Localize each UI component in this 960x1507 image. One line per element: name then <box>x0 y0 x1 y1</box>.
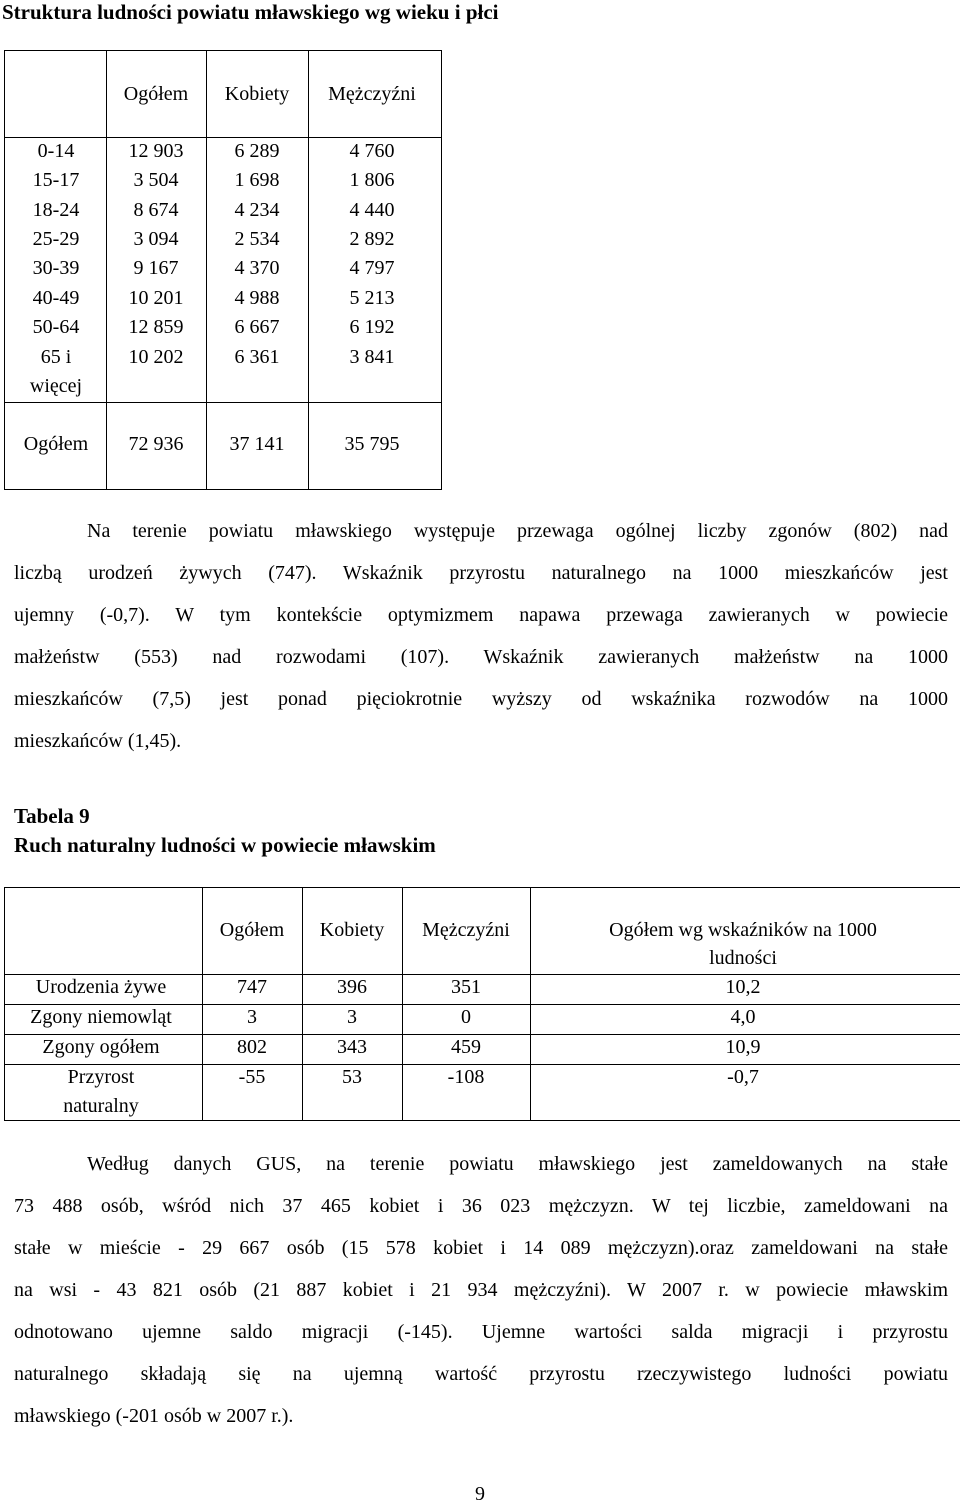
row-label: 0-14 <box>37 140 75 162</box>
table2-cell: 396 <box>337 976 367 998</box>
text-line: małżeństw (553) nad rozwodami (107). Wskaźnik zawieranych małżeństw na 1000 <box>14 646 948 668</box>
row-label: 25-29 <box>32 228 80 250</box>
row-label: Zgony ogółem <box>42 1036 160 1058</box>
table2-header: Ogółem wg wskaźników na 1000 <box>609 919 877 941</box>
table1-cell: 8 674 <box>133 199 179 221</box>
table2-header: Kobiety <box>319 919 385 941</box>
table1-cell: 37 141 <box>229 433 285 455</box>
table1-header: Kobiety <box>224 83 290 105</box>
table1-cell: 3 841 <box>349 346 395 368</box>
table1-cell: 12 859 <box>128 316 184 338</box>
row-label: Przyrost <box>67 1066 135 1088</box>
row-label: Ogółem <box>23 433 89 455</box>
table1-cell: 2 892 <box>349 228 395 250</box>
table2-cell: 10,9 <box>725 1036 761 1058</box>
table2-cell: 3 <box>347 1006 357 1028</box>
row-label: więcej <box>29 375 83 397</box>
table2-cell: -55 <box>238 1066 266 1088</box>
paragraph-migration <box>14 1143 948 1437</box>
table1-cell: 6 289 <box>234 140 280 162</box>
table1-cell: 12 903 <box>128 140 184 162</box>
text-line: ujemny (-0,7). W tym kontekście optymizmem napawa przewaga zawieranych w powiecie <box>14 604 948 626</box>
row-label: 40-49 <box>32 287 80 309</box>
text-line: liczbą urodzeń żywych (747). Wskaźnik przyrostu naturalnego na 1000 mieszkańców jest <box>14 562 948 584</box>
table1-cell: 5 213 <box>349 287 395 309</box>
table2-cell: 3 <box>247 1006 257 1028</box>
row-label: naturalny <box>63 1095 139 1117</box>
table2-cell: 459 <box>451 1036 481 1058</box>
table1-cell: 3 094 <box>133 228 179 250</box>
row-label: 50-64 <box>32 316 80 338</box>
table1-cell: 72 936 <box>128 433 184 455</box>
row-label: 15-17 <box>32 169 80 191</box>
table2-cell: 53 <box>342 1066 362 1088</box>
table2-cell: 4,0 <box>730 1006 756 1028</box>
table2-cell: 351 <box>451 976 481 998</box>
table2-cell: 0 <box>461 1006 471 1028</box>
table2-header: ludności <box>709 947 777 969</box>
table1-cell: 4 797 <box>349 257 395 279</box>
table2-header: Ogółem <box>219 919 285 941</box>
text-line: Według danych GUS, na terenie powiatu mławskiego jest zameldowanych na stałe <box>87 1153 948 1175</box>
table2-cell: 10,2 <box>725 976 761 998</box>
table1-header: Ogółem <box>123 83 189 105</box>
text-line: odnotowano ujemne saldo migracji (-145). Ujemne wartości salda migracji i przyrostu <box>14 1321 948 1343</box>
table1-cell: 6 667 <box>234 316 280 338</box>
page-title: Struktura ludności powiatu mławskiego wg wieku i płci <box>2 0 499 24</box>
text-line: mieszkańców (1,45). <box>14 730 182 752</box>
table1-cell: 4 760 <box>349 140 395 162</box>
row-label: Urodzenia żywe <box>35 976 167 998</box>
text-line: mławskiego (-201 osób w 2007 r.). <box>14 1405 294 1427</box>
table2-cell: 747 <box>237 976 267 998</box>
table1-cell: 6 361 <box>234 346 280 368</box>
table1-cell: 4 234 <box>234 199 280 221</box>
table1-cell: 1 806 <box>349 169 395 191</box>
table1-cell: 10 201 <box>128 287 184 309</box>
table2-header: Mężczyźni <box>422 919 510 941</box>
row-label: 30-39 <box>32 257 80 279</box>
row-label: 18-24 <box>32 199 80 221</box>
table2-title: Ruch naturalny ludności w powiecie mławskim <box>14 833 436 857</box>
table2-label: Tabela 9 <box>14 804 90 828</box>
text-line: Na terenie powiatu mławskiego występuje przewaga ogólnej liczby zgonów (802) nad <box>87 520 948 542</box>
table1-cell: 9 167 <box>133 257 179 279</box>
table1-cell: 35 795 <box>344 433 400 455</box>
table1-cell: 3 504 <box>133 169 179 191</box>
table1-cell: 1 698 <box>234 169 280 191</box>
text-line: na wsi - 43 821 osób (21 887 kobiet i 21 934 mężczyźni). W 2007 r. w powiecie mławskim <box>14 1279 948 1301</box>
table1-cell: 2 534 <box>234 228 280 250</box>
table1-cell: 10 202 <box>128 346 184 368</box>
text-line: stałe w mieście - 29 667 osób (15 578 kobiet i 14 089 mężczyzn).oraz zameldowani na stałe <box>14 1237 948 1259</box>
table2-cell: -108 <box>447 1066 485 1088</box>
text-line: naturalnego składają się na ujemną wartość przyrostu rzeczywistego ludności powiatu <box>14 1363 948 1385</box>
table1-cell: 4 988 <box>234 287 280 309</box>
table1-header: Mężczyźni <box>328 83 416 105</box>
row-label: Zgony niemowląt <box>30 1006 172 1028</box>
text-line: 73 488 osób, wśród nich 37 465 kobiet i 36 023 mężczyzn. W tej liczbie, zameldowani na <box>14 1195 948 1217</box>
table2-cell: 343 <box>337 1036 367 1058</box>
page-number: 9 <box>475 1483 485 1505</box>
paragraph-natural-movement <box>14 510 948 762</box>
table2-cell: 802 <box>237 1036 267 1058</box>
table1-cell: 4 370 <box>234 257 280 279</box>
table2-cell: -0,7 <box>727 1066 759 1088</box>
table1-cell: 4 440 <box>349 199 395 221</box>
row-label: 65 i <box>40 346 72 368</box>
table1-cell: 6 192 <box>349 316 395 338</box>
text-line: mieszkańców (7,5) jest ponad pięciokrotnie wyższy od wskaźnika rozwodów na 1000 <box>14 688 948 710</box>
